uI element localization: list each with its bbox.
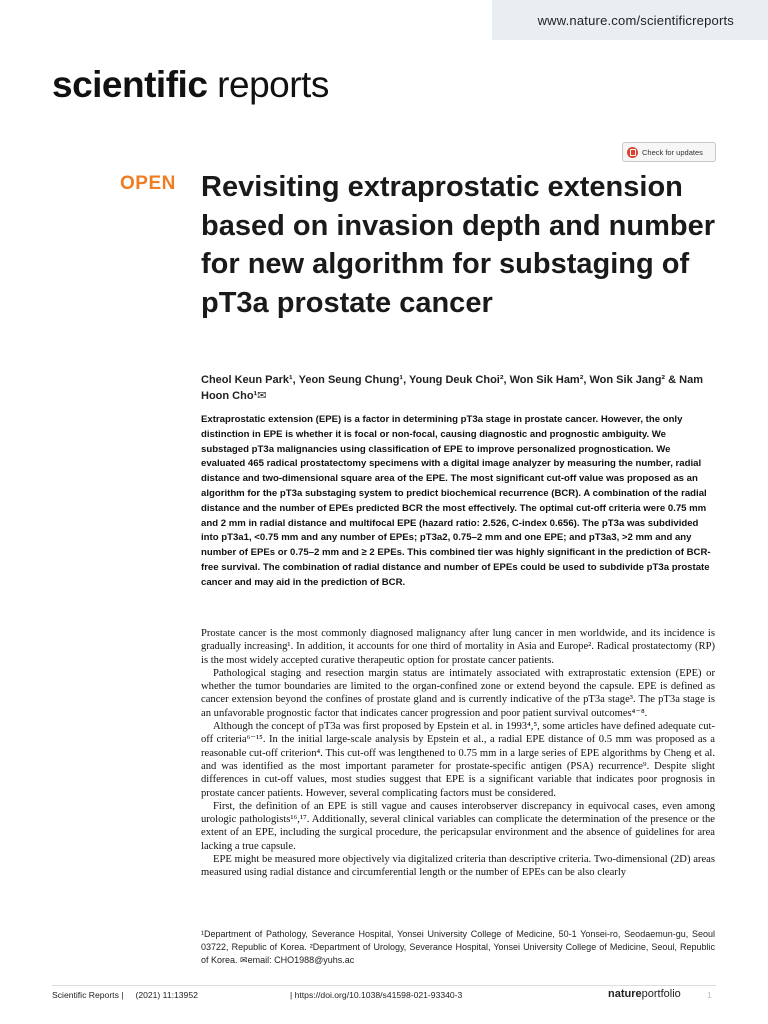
page-footer <box>52 990 716 1004</box>
affiliations: ¹Department of Pathology, Severance Hospital, Yonsei University College of Medicine, 50-1 Yonsei-ro, Seodaemun-gu, Seoul 03722, Republic of Korea. ²Department of Urology, Severance Hospital, Yonsei University College of Medicine, Seoul, Republic of Korea. ✉email: CHO1988@yuhs.ac <box>201 929 715 965</box>
publisher-bold: nature <box>608 988 642 1000</box>
publisher-logo <box>608 988 681 1000</box>
doi-link[interactable]: | https://doi.org/10.1038/s41598-021-93340-3 <box>290 990 463 1000</box>
body-paragraph: EPE might be measured more objectively via digitalized criteria than descriptive criteria. Two-dimensional (2D) areas measured using radial distance and circumferential length or the number of EPEs can be also clearly <box>201 854 715 879</box>
body-paragraph: Pathological staging and resection margin status are intimately associated with extraprostatic extension (EPE) or whether the tumor boundaries are limited to the organ-confined zone or extend beyond the capsule. EPE is defined as cancer extension beyond the confines of prostate gland and is currently indicative of the pT3a stage³. The pT3a stage is an unfavorable prognostic factor that indicates cancer progression and poor patient survival outcomes⁴⁻⁸. <box>201 667 715 719</box>
body-paragraph: First, the definition of an EPE is still vague and causes interobserver discrepancy in equivocal cases, even among urologic pathologists¹⁶,¹⁷. Additionally, several clinical variables can complicate the determination of the presence or the extent of an EPE, including the surgical procedure, the pericapsular environment and the absence of guidelines for area lacking a true capsule. <box>201 800 715 852</box>
page-number: 1 <box>707 990 712 1000</box>
check-updates-label: Check for updates <box>642 147 703 157</box>
body-paragraph: Prostate cancer is the most commonly diagnosed malignancy after lung cancer in men worldwide, and its incidence is gradually increasing¹. In addition, it accounts for one third of mortality in Asia and Europe². Radical prostatectomy (RP) is the most widely accepted curative therapeutic option for prostate cancer patients. <box>201 628 715 666</box>
publisher-light: portfolio <box>641 988 681 1000</box>
check-for-updates-button[interactable] <box>622 142 716 162</box>
body-text <box>201 627 715 880</box>
abstract: Extraprostatic extension (EPE) is a factor in determining pT3a stage in prostate cancer. However, the only distinction in EPE is whether it is focal or non-focal, causing diagnostic and prognostic ambiguity. We substaged pT3a malignancies using classification of EPE to improve personalized prognostication. We evaluated 465 radical prostatectomy specimens with a digital image analyzer by measuring the number, radial distance and two-dimensional square area of the EPE. The most significant cut-off value was proposed as an algorithm for the pT3a substaging system to predict biochemical recurrence (BCR). A combination of the radial distance and the number of EPEs predicted BCR the most effectively. The optimal cut-off criteria were 0.75 mm and 2 mm in radial distance and multifocal EPE (hazard ratio: 2.526, C-index 0.656). The pT3a was subdivided into pT3a1, <0.75 mm and any number of EPEs; pT3a2, 0.75–2 mm and one EPE; and pT3a3, >2 mm and any number of EPEs or 0.75–2 mm and ≥ 2 EPEs. This combined tier was highly significant in the prediction of BCR-free survival. The combination of radial distance and number of EPEs could be used to subdivide pT3a prostate cancer and may aid in the prediction of BCR. <box>201 414 711 588</box>
journal-brand <box>52 64 329 106</box>
brand-bold: scientific <box>52 64 208 105</box>
brand-light: reports <box>207 64 329 105</box>
author-list: Cheol Keun Park¹, Yeon Seung Chung¹, Young Deuk Choi², Won Sik Ham², Won Sik Jang² & Nam Hoon Cho¹✉ <box>201 374 703 402</box>
update-check-icon <box>627 147 638 158</box>
article-title: Revisiting extraprostatic extension based on invasion depth and number for new algorithm for substaging of pT3a prostate cancer <box>201 171 715 319</box>
footer-volume: (2021) 11:13952 <box>135 990 198 1000</box>
journal-url-link[interactable]: www.nature.com/scientificreports <box>537 13 734 28</box>
footer-citation <box>52 990 198 1000</box>
open-access-label: OPEN <box>120 173 176 194</box>
footer-journal: Scientific Reports | <box>52 990 124 1000</box>
footer-divider <box>52 985 716 986</box>
body-paragraph: Although the concept of pT3a was first proposed by Epstein et al. in 1993⁴,⁵, some articles have defined adequate cut-off criteria⁶⁻¹⁵. In the initial large-scale analysis by Epstein et al., a radial EPE distance of 0.5 mm was proposed as a reasonable cut-off criterion⁴. This cut-off was lengthened to 0.75 mm in a large series of EPE algorithms by Cheng et al. and was identified as the most important parameter for prostate-specific antigen (PSA) recurrence⁹. Despite slight differences in cut-off values, most studies suggest that EPE is a significant variable that indicates poor prognosis in prostate cancer patients. However, several complicating factors must be considered. <box>201 721 715 799</box>
